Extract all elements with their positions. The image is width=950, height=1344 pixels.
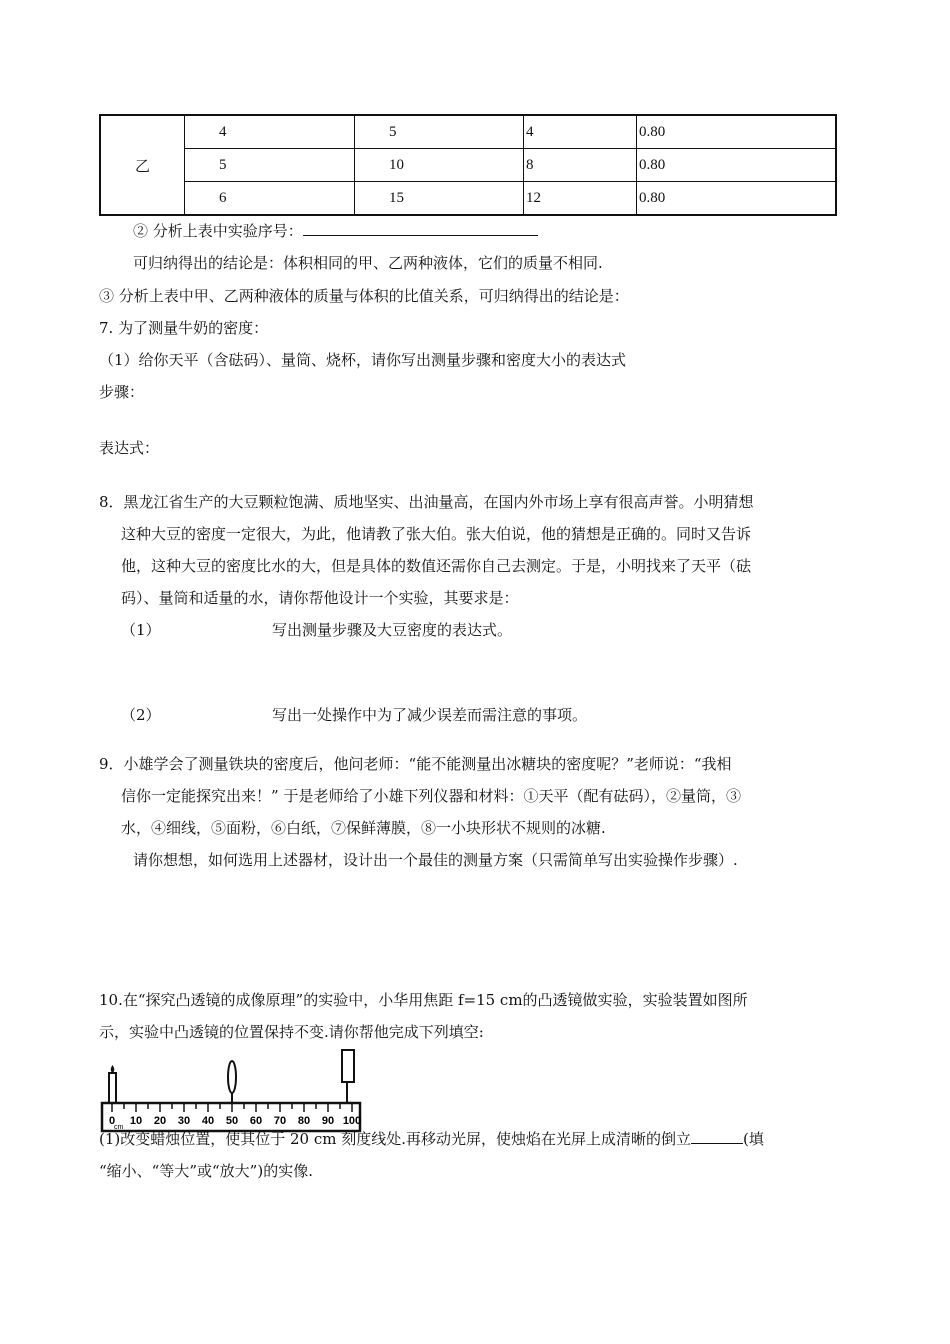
ruler-label: 0 [109,1115,116,1127]
question-8-line-2: 这种大豆的密度一定很大，为此，他请教了张大伯。张大伯说，他的猜想是正确的。同时又告诉 [121,525,752,543]
candle-icon [109,1065,116,1103]
ruler-label: 90 [321,1115,335,1127]
optical-bench-figure [98,1045,368,1135]
table-cell: 8 [524,149,637,182]
table-cell: 4 [524,115,637,149]
ruler-unit: cm [114,1124,124,1131]
question-10-line-1: 10.在“探究凸透镜的成像原理”的实验中，小华用焦距 f=15 cm的凸透镜做实验，实验装置如图所 [99,991,748,1009]
analysis-line-2 [133,220,538,241]
ruler-label: 50 [225,1115,239,1127]
table-cell: 0.80 [637,182,837,216]
conclusion-line: 可归纳得出的结论是：体积相同的甲、乙两种液体，它们的质量不相同. [133,254,603,272]
table-cell: 0.80 [637,115,837,149]
answer-blank[interactable] [691,1129,743,1144]
table-row [100,115,836,149]
table-cell: 4 [185,115,355,149]
question-9-line-1: 9．小雄学会了测量铁块的密度后，他问老师：“能不能测量出冰糖块的密度呢？”老师说：“我相 [99,755,732,773]
light-screen-icon [342,1050,354,1103]
ruler-label: 70 [273,1115,287,1127]
question-8-line-3: 他，这种大豆的密度比水的大，但是具体的数值还需你自己去测定。于是，小明找来了天平（砝 [121,557,752,575]
ruler-label: 40 [201,1115,215,1127]
table-row [100,182,836,216]
question-10-part-1-text: (1)改变蜡烛位置，使其位于 20 cm 刻度线处.再移动光屏，使烛焰在光屏上成清晰的倒立 [99,1130,692,1148]
question-8-part-2-number: （2） [121,706,161,724]
analysis-prompt: ② 分析上表中实验序号： [133,222,303,240]
question-8-part-1-text: 写出测量步骤及大豆密度的表达式。 [272,621,513,639]
question-9-line-2: 信你一定能探究出来！” 于是老师给了小雄下列仪器和材料：①天平（配有砝码），②量筒，③ [121,787,741,805]
question-10-part-1-line-1 [99,1128,764,1149]
ruler-label: 80 [297,1115,311,1127]
table-cell: 5 [185,149,355,182]
convex-lens-icon [228,1061,236,1103]
question-9-line-4: 请你想想，如何选用上述器材，设计出一个最佳的测量方案（只需简单写出实验操作步骤）. [133,851,738,869]
group-label: 乙 [100,115,185,215]
question-10-line-2: 示，实验中凸透镜的位置保持不变.请你帮他完成下列填空: [99,1023,484,1041]
question-10-part-1-line-2: “缩小、“等大”或“放大”)的实像. [99,1162,313,1180]
answer-blank[interactable] [303,221,538,236]
data-table [99,114,837,216]
ruler-label: 10 [129,1115,143,1127]
table-cell: 15 [355,182,524,216]
question-10-part-1-end: (填 [743,1130,764,1148]
steps-label: 步骤： [99,383,145,401]
ruler-label: 20 [153,1115,167,1127]
expression-label: 表达式： [99,439,160,457]
ruler-label: 60 [249,1115,263,1127]
question-8-part-1-number: （1） [121,621,161,639]
table-cell: 6 [185,182,355,216]
table-cell: 0.80 [637,149,837,182]
ruler-label: 100 [342,1115,362,1127]
question-8-line-4: 码）、量筒和适量的水，请你帮他设计一个实验，其要求是： [121,589,519,607]
table-row [100,149,836,182]
question-8-line-1: 8．黑龙江省生产的大豆颗粒饱满、质地坚实、出油量高，在国内外市场上享有很高声誉。小明猜想 [99,493,754,511]
question-7-part-1: （1）给你天平（含砝码）、量筒、烧杯，请你写出测量步骤和密度大小的表达式 [99,351,627,369]
question-9-line-3: 水，④细线，⑤面粉，⑥白纸，⑦保鲜薄膜，⑧一小块形状不规则的冰糖. [121,819,606,837]
question-7: 7. 为了测量牛奶的密度： [99,319,269,337]
table-cell: 5 [355,115,524,149]
table-cell: 12 [524,182,637,216]
table-cell: 10 [355,149,524,182]
analysis-line-3: ③ 分析上表中甲、乙两种液体的质量与体积的比值关系，可归纳得出的结论是： [99,287,629,305]
question-8-part-2-text: 写出一处操作中为了减少误差而需注意的事项。 [272,706,588,724]
ruler-label: 30 [177,1115,191,1127]
